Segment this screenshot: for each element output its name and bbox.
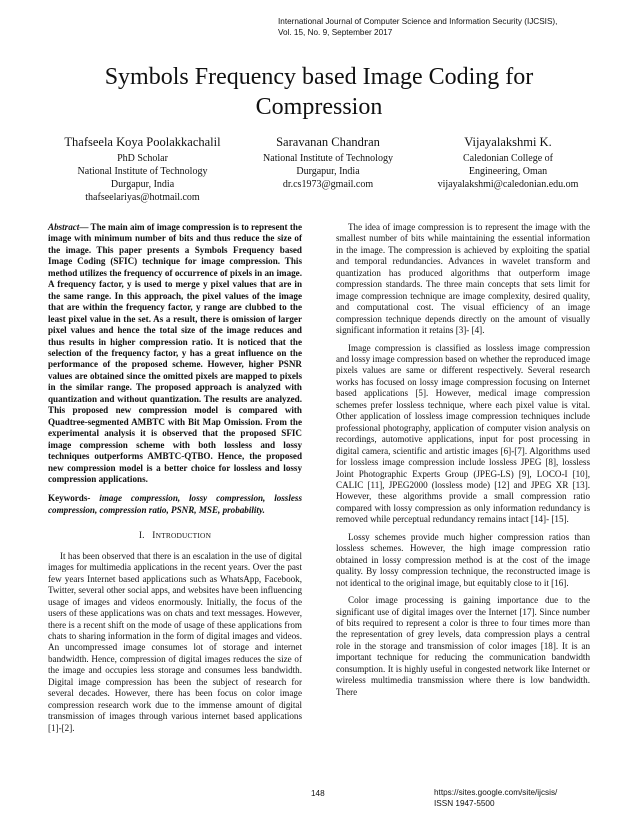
keywords	[48, 493, 302, 516]
paper-title	[40, 62, 598, 122]
author-location: Durgapur, India	[110, 179, 175, 190]
author-affiliation: National Institute of Technology	[77, 166, 208, 177]
author-role: PhD Scholar	[117, 153, 168, 164]
abstract-text: — The main aim of image compression is to represent the image with minimum number of bits and thus reduce the size of the image. This paper presents a Symbols Frequency based Image Coding (SFIC) technique for image compression. This method utilizes the frequency of occurrence of pixels in an image. A frequency factor, y is used to merge y pixel values that are in the same range. In this approach, the pixel values of the image that are within the frequency factor, y range are clubbed to the least pixel value in the set. As a result, there is omission of larger pixel values and hence the total size of the image reduces and thus results in higher compression ratio. It is noticed that the selection of the frequency factor, y has a great influence on the performance of the proposed scheme. However, higher PSNR values are obtained since the omitted pixels are mapped to pixels in the similar range. The proposed approach is analyzed with quantization and without quantization. The results are analyzed. This proposed new compression model is compared with Quadtree-segmented AMBTC with Bit Map Omission. From the experimental analysis it is observed that the proposed SFIC image compression scheme with both lossless and lossy techniques outperforms AMBTC-QTBO. Hence, the proposed new compression model is a better choice for lossless and lossy compression applications.	[48, 222, 302, 484]
author-location: Durgapur, India	[296, 166, 360, 177]
author-name: Vijayalakshmi K.	[464, 135, 552, 149]
author-block	[60, 134, 600, 204]
keywords-text: image compression, lossy compression, lossless compression, compression ratio, PSNR, MSE, probability.	[48, 493, 302, 515]
author-name: Thafseela Koya Poolakkachalil	[64, 135, 221, 149]
paper-title-line-1: Symbols Frequency based Image Coding for	[104, 64, 534, 90]
paper-title-line-2: Compression	[255, 94, 383, 120]
section-heading-introduction	[48, 530, 302, 542]
section-number: I.	[138, 531, 145, 542]
page-number: 148	[311, 789, 325, 798]
journal-name: International Journal of Computer Science and Information Security (IJCSIS),	[278, 17, 558, 26]
author-location: Engineering, Oman	[468, 166, 548, 177]
journal-issue: Vol. 15, No. 9, September 2017	[278, 28, 393, 37]
journal-header	[278, 16, 598, 38]
author-affiliation: Caledonian College of	[463, 153, 553, 164]
body-paragraph: The idea of image compression is to represent the image with the smallest number of bits while maintaining the essential information in the image. The compression is achieved by exploiting the spatial and temporal redundancies. Advances in wavelet transform and quantization has produced algorithms that outperform image compression standards. The three main concepts that sets limit for image compression technique are image complexity, desired quality, and computational cost. The visual efficiency of an image compression technique depends directly on the amount of visually significant information it retains [3]- [4].	[336, 222, 590, 336]
author-email: dr.cs1973@gmail.com	[282, 179, 374, 190]
body-paragraph: Image compression is classified as lossless image compression and lossy image compression based on whether the reproduced image pixels values are same or different respectively. Several research works has focused on lossy image compression focusing on Internet based applications [5]. However, medical image compression schemes prefer lossless technique, where each pixel value is vital. Other application of lossless image compression techniques include professional photography, application of computer vision analysis on recordings, automotive applications, input for post processing in digital camera, scientific and artistic images [6]-[7]. Algorithms used for lossless image compression include lossless JPEG [8], lossless Joint Photographic Experts Group (JPEG-LS) [9], LOCO-I [10], CALIC [11], JPEG2000 (lossless mode) [12] and JPEG XR [13]. However, these algorithms provide a small compression ratio compared with lossy compression as only information redundancy is removed while perceptual redundancy remains intact [14]- [15].	[336, 342, 590, 525]
author-3	[420, 134, 596, 191]
right-column	[336, 222, 590, 704]
journal-issn: ISSN 1947-5500	[434, 799, 495, 808]
body-paragraph: Color image processing is gaining importance due to the significant use of digital images over the Internet [17]. Since number of bits required to represent a color is three to four times more than the representation of grey levels, data compression plays a central role in the storage and transmission of color images [18]. It is an important technique for reducing the communication bandwidth consumption. It is highly useful in congested network like Internet or wireless multimedia transmission where there is low bandwidth. There	[336, 595, 590, 697]
author-name: Saravanan Chandran	[276, 135, 380, 149]
author-affiliation: National Institute of Technology	[263, 153, 393, 164]
author-1	[60, 134, 225, 204]
left-column	[48, 222, 302, 740]
section-title-initial: I	[152, 531, 156, 542]
author-2	[248, 134, 408, 191]
abstract	[48, 222, 302, 485]
body-paragraph: Lossy schemes provide much higher compression ratios than lossless schemes. However, the high image compression ratio obtained in lossy compression method is at the cost of the image quality. By lossy compression technique, the reconstructed image is not identical to the original image, but equitably close to it [16].	[336, 531, 590, 588]
abstract-label: Abstract	[48, 222, 80, 232]
keywords-label: Keywords-	[48, 493, 91, 504]
section-title-rest: NTRODUCTION	[155, 531, 212, 541]
body-paragraph: It has been observed that there is an escalation in the use of digital images for multimedia applications in the recent years. Over the past few years Internet based applications such as WhatsApp, Facebook, Twitter, several other social apps, and websites have been influencing usage of images and videos enormously. Initially, the focus of the users of these applications was on chats and text messages. However, there is a recent shift on the mode of usage of these applications from chats to sharing information in the form of digital images and videos. An uncompressed image consumes lot of storage and internet bandwidth. Hence, compression of digital images reduces the size of the image and occupies less storage and consumes less bandwidth. Digital image compression has been the subject of research for several decades. However, there has been focus on color image compression research work due to the immense amount of digital transmission of images through various internet based applications [1]-[2].	[48, 550, 302, 733]
author-email: vijayalakshmi@caledonian.edu.om	[437, 179, 579, 190]
journal-footer	[434, 787, 557, 809]
author-email: thafseelariyas@hotmail.com	[85, 192, 200, 203]
journal-url: https://sites.google.com/site/ijcsis/	[434, 788, 558, 797]
